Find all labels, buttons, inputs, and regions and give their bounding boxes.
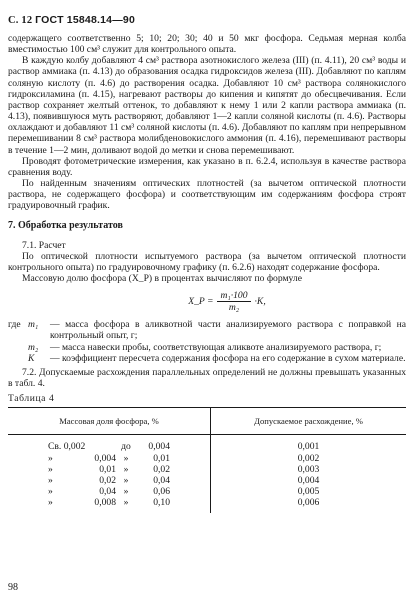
table-row	[8, 464, 406, 475]
paragraph: Массовую долю фосфора (X_P) в процентах вычисляют по формуле	[22, 273, 302, 285]
range-mid: »	[123, 486, 129, 498]
table-caption: Таблица 4	[8, 393, 55, 405]
range-prefix: »	[48, 463, 53, 475]
formula-rhs: ·K,	[254, 295, 266, 307]
definition-lead	[8, 353, 28, 364]
definition-lead: где	[8, 319, 21, 331]
page-number: 98	[8, 582, 18, 593]
definition-lead	[8, 342, 28, 353]
range-to: 0,02	[153, 463, 170, 475]
range-prefix: »	[48, 452, 53, 464]
column-header: Допускаемое расхождение, %	[211, 408, 407, 435]
table-row	[8, 475, 406, 486]
tolerance-table	[8, 407, 406, 512]
range-cell	[8, 464, 211, 475]
definitions-list	[8, 319, 406, 364]
standard-number: ГОСТ 15848.14—90	[35, 14, 135, 26]
table-row	[8, 486, 406, 497]
range-to: 0,04	[153, 474, 170, 486]
definition-item	[8, 319, 406, 341]
definition-text: — масса навески пробы, соответствующая аликвоте анализируемого раствора, г;	[50, 341, 382, 353]
range-from: 0,008	[94, 497, 116, 509]
column-header: Массовая доля фосфора, %	[8, 408, 211, 435]
formula-numerator: m₁·100	[217, 290, 250, 302]
range-from: 0,01	[99, 463, 116, 475]
range-prefix: »	[48, 474, 53, 486]
range-from: 0,004	[94, 452, 116, 464]
definition-symbol: m₁	[28, 319, 39, 331]
definition-symbol: m₂	[28, 341, 39, 353]
range-cell	[8, 486, 211, 497]
paragraph: содержащего соответственно 5; 10; 20; 30; 40 и 50 мкг фосфора. Седьмая мерная колба вместимостью 100 см³ служит для контрольного опыта.	[8, 33, 406, 56]
table-row	[8, 497, 406, 512]
page-label: С. 12	[8, 15, 33, 26]
range-prefix: »	[48, 497, 53, 509]
range-cell	[8, 453, 211, 464]
table-row	[8, 453, 406, 464]
range-mid: »	[123, 474, 129, 486]
subsection-heading: 7.1. Расчет	[22, 239, 66, 251]
tolerance-cell: 0,005	[297, 486, 320, 498]
range-prefix: »	[48, 486, 53, 498]
paragraph: По найденным значениям оптических плотностей (за вычетом оптической плотности раствора, не содержащего фосфора) и соответствующим им содержаниям фосфора строят градуировочный график.	[8, 178, 406, 212]
tolerance-cell: 0,006	[297, 497, 320, 509]
definition-text: — масса фосфора в аликвотной части анализируемого раствора с поправкой на контрольный опыт, г;	[50, 319, 406, 342]
formula-lhs: X_P =	[188, 295, 214, 307]
document-body	[8, 33, 406, 513]
range-cell	[8, 497, 211, 512]
definition-symbol: K	[28, 352, 35, 364]
tolerance-cell: 0,002	[297, 452, 320, 464]
formula-denominator: m₂	[228, 301, 240, 313]
formula-fraction	[217, 290, 250, 313]
range-mid: »	[123, 452, 129, 464]
range-to: 0,10	[153, 497, 170, 509]
paragraph: Проводят фотометрические измерения, как указано в п. 6.2.4, используя в качестве раствора сравнения воду.	[8, 155, 406, 178]
range-mid: до	[121, 441, 131, 453]
range-cell	[8, 435, 211, 453]
range-to: 0,01	[153, 452, 170, 464]
range-prefix: Св. 0,002	[48, 441, 86, 453]
paragraph: 7.2. Допускаемые расхождения параллельных определений не должны превышать указанных в табл. 4.	[8, 366, 406, 390]
range-cell	[8, 475, 211, 486]
tolerance-cell: 0,001	[297, 441, 320, 453]
tolerance-cell: 0,004	[297, 474, 320, 486]
running-header	[8, 14, 135, 26]
table-row	[8, 435, 406, 453]
section-heading: 7. Обработка результатов	[8, 219, 123, 231]
range-from: 0,02	[99, 474, 116, 486]
range-mid: »	[123, 497, 129, 509]
definition-text: — коэффициент пересчета содержания фосфора на его содержание в сухом материале.	[50, 352, 406, 364]
definition-item	[8, 342, 406, 353]
formula	[48, 288, 406, 314]
range-mid: »	[123, 463, 129, 475]
range-from: 0,04	[99, 486, 116, 498]
range-to: 0,06	[153, 486, 170, 498]
tolerance-cell: 0,003	[297, 463, 320, 475]
paragraph: В каждую колбу добавляют 4 см³ раствора азотнокислого железа (III) (п. 4.11), 20 см³ воды и раствор аммиака (п. 4.13) до образования осадка гидроксидов железа (III). Добавляют по каплям соляную кислоту (п. 4.6) до растворения осадка. Добавляют 10 см³ раствора солянокислого гидроксиламина (п. 4.15), нагревают растворы до кипения и кипятят до обесцвечивания. Если раствор сохраняет желтый оттенок, то добавляют к нему 1 или 2 капли раствора аммиака (п. 4.13), появившуюся муть растворяют, добавляют 1—2 капли соляной кислоты (п. 4.6). Растворы охлаждают и добавляют 11 см³ соляной кислоты (п. 4.6). Добавляют по каплям при непрерывном перемешивании 8 см³ раствора молибденовокислого аммония (п. 4.16), перемешивают растворы в течение 1—2 мин, доливают водой до метки и снова перемешивают.	[8, 55, 407, 156]
paragraph: По оптической плотности испытуемого раствора (за вычетом оптической плотности контрольного опыта) по градуировочному графику (п. 6.2.6) находят содержание фосфора.	[8, 250, 406, 273]
definition-item	[8, 353, 406, 364]
range-to: 0,004	[148, 441, 170, 453]
